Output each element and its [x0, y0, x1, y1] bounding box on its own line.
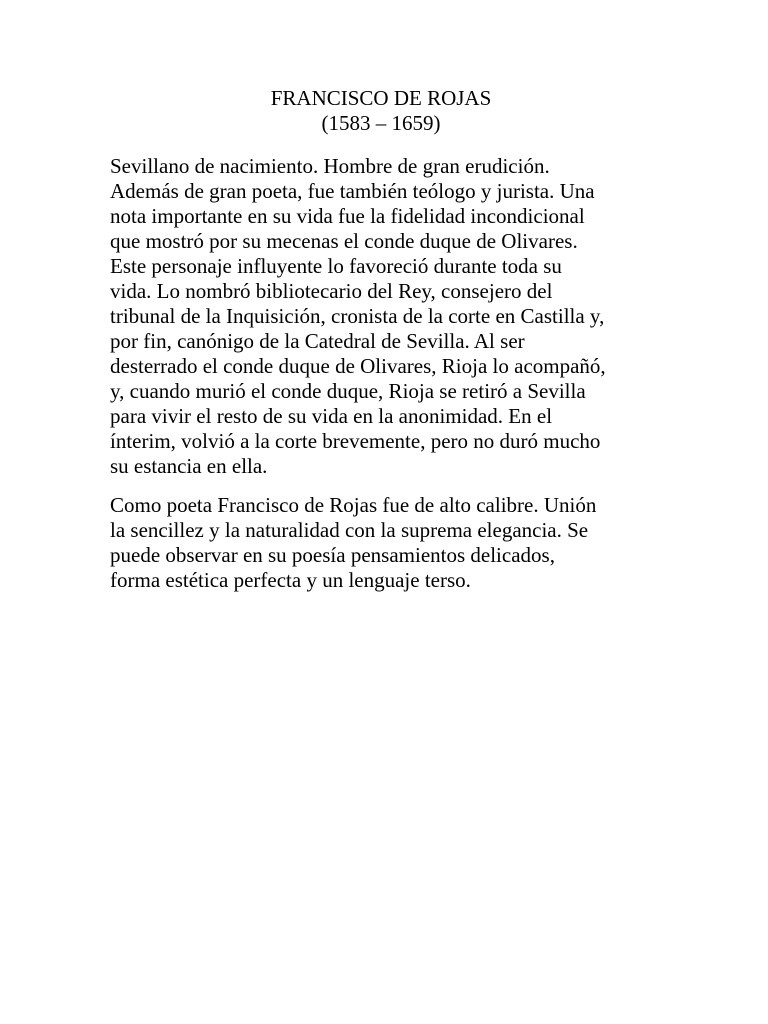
document-dates: (1583 – 1659)	[321, 111, 441, 135]
paragraph-biography: Sevillano de nacimiento. Hombre de gran erudición. Además de gran poeta, fue también teólogo y jurista. Una nota importante en su vida fue la fidelidad incondicional que mostró por su mecenas el conde duque de Olivares. Este personaje influyente lo favoreció durante toda su vida. Lo nombró bibliotecario del Rey, consejero del tribunal de la Inquisición, cronista de la corte en Castilla y, por fin, canónigo de la Catedral de Sevilla. Al ser desterrado el conde duque de Olivares, Rioja lo acompañó, y, cuando murió el conde duque, Rioja se retiró a Sevilla para vivir el resto de su vida en la anonimidad. En el ínterim, volvió a la corte brevemente, pero no duró mucho su estancia en ella.	[110, 154, 606, 478]
document-title: FRANCISCO DE ROJAS	[270, 86, 492, 110]
document-body	[110, 154, 670, 593]
document-heading	[0, 86, 762, 136]
paragraph-poetry: Como poeta Francisco de Rojas fue de alto calibre. Unión la sencillez y la naturalidad con la suprema elegancia. Se puede observar en su poesía pensamientos delicados, forma estética perfecta y un lenguaje terso.	[110, 493, 597, 592]
